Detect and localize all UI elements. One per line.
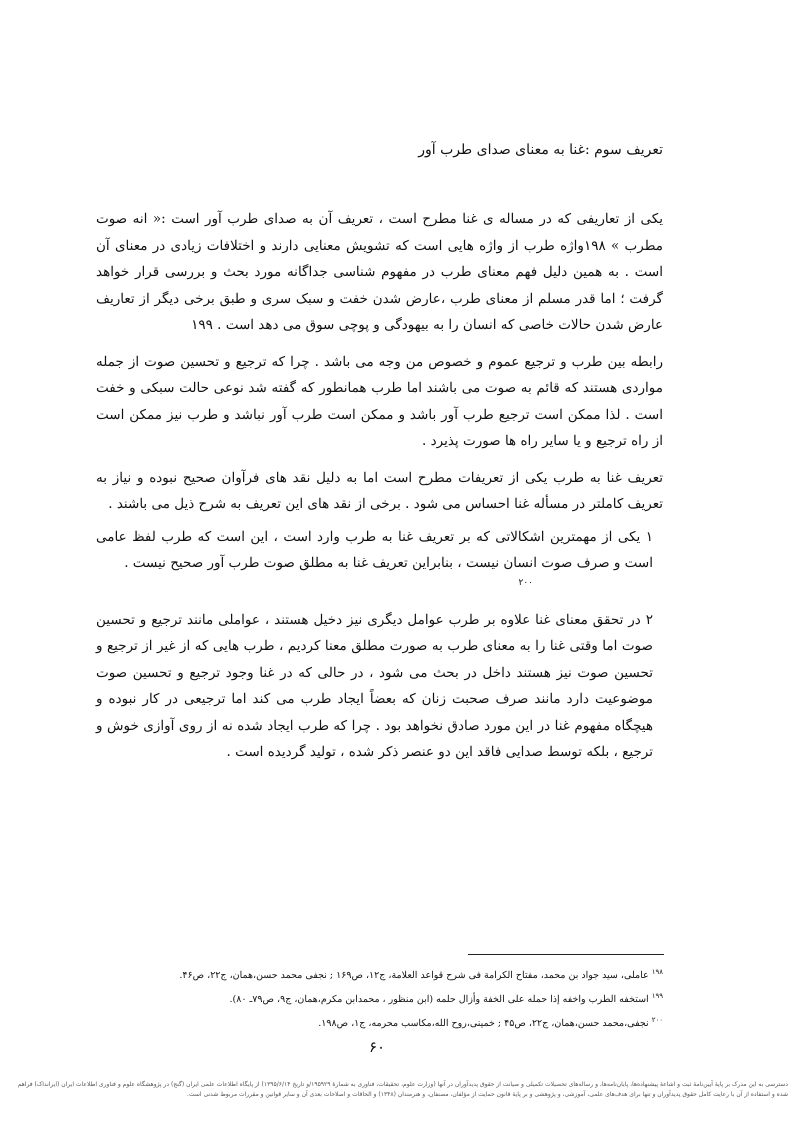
- section-heading: تعریف سوم :غنا به معنای صدای طرب آور: [418, 142, 663, 158]
- legal-notice: دسترسی به این مدرک بر پایهٔ آیین‌نامهٔ ثبت و اشاعهٔ پیشنهاده‌ها، پایان‌نامه‌ها، و رساله‌های تحصیلات تکمیلی و صیانت از حقوق پدیدآوران در آنها (وزارت علوم، تحقیقات، فناوری به شمارهٔ ۱۹۵۹۲۹/و تاریخ ۱۳۹۵/۶/۱۴) از پایگاه اطلاعات علمی ایران (گنج) در پژوهشگاه علوم و فناوری اطلاعات ایران (ایرانداک) فراهم شده و استفاده از آن با رعایت کامل حقوق پدیدآوران و تنها برای هدف‌های علمی، آموزشی، و پژوهشی و بر پایهٔ قانون حمایت از مؤلفان، مصنفان، و هنرمندان (۱۳۴۸) و الحاقات و اصلاحات بعدی آن و سایر قوانین و مقررات مربوط شدنی است.: [17, 1081, 788, 1098]
- footnote-number: ۱۹۸: [651, 968, 663, 976]
- footnote-text: نجفی،محمد حسن،همان، ج۲۲، ص۴۵ ; خمینی،روح الله،مکاسب محرمه، ج۱، ص۱۹۸.: [318, 1018, 649, 1030]
- footnote-number: ۱۹۹: [651, 992, 663, 1001]
- footnote-reference: ۲۰۰: [518, 577, 533, 588]
- footnote: [93, 962, 663, 986]
- numbered-paragraph: ۲ در تحقق معنای غنا علاوه بر طرب عوامل دیگری نیز دخیل هستند ، عواملی مانند ترجیع و تحسین صوت اما وقتی غنا را به معنای طرب به صورت مطلق معنا کردیم ، طرب هایی که از غیر از ترجیع و تحسین صوت نیز هستند داخل در بحث می شود ، در حالی که در غنا وجود ترجیع و تحسین صوت موضوعیت دارد مانند صرف صحبت زنان که بعضاً ایجاد طرب می کند اما ترجیعی در کار نبوده و هیچگاه مفهوم غنا در این مورد صادق نخواهد بود . چرا که طرب ایجاد شده نه از روی آوازی خوش و ترجیع ، بلکه توسط صدایی فاقد این دو عنصر ذکر شده ، تولید گردیده است .: [96, 611, 653, 760]
- footnote-number: ۲۰۰: [651, 1016, 663, 1025]
- footnotes: [93, 962, 663, 1034]
- paragraph: تعریف غنا به طرب یکی از تعریفات مطرح است اما به دلیل نقد های فرآوان صحیح نبوده و نیاز به تعریف کاملتر در مسأله غنا احساس می شود . برخی از نقد های این تعریف به شرح ذیل می باشند .: [96, 469, 663, 512]
- footnote: [93, 986, 663, 1010]
- paragraph: رابطه بین طرب و ترجیع عموم و خصوص من وجه می باشد . چرا که ترجیع و تحسین صوت از جمله مواردی هستند که قائم به صوت می باشند اما طرب همانطور که گفته شد نوعی حالت سبکی و خفت است . لذا ممکن است ترجیع طرب آور باشد و ممکن است طرب آور نباشد و طرب نیز ممکن است از راه ترجیع و یا سایر راه ها صورت پذیرد .: [96, 353, 663, 449]
- footnote-text: استخفه الطرب واخفه إذا حمله علی الخفة وأزال حلمه (ابن منظور ، محمدابن مکرم،همان، ج۹، ص۷۹ـ ۸۰).: [229, 994, 649, 1006]
- footnote: [93, 1010, 663, 1034]
- numbered-paragraph: ۱ یکی از مهمترین اشکالاتی که بر تعریف غنا به طرب وارد است ، این است که طرب لفظ عامی است و صرف صوت انسان نیست ، بنابراین تعریف غنا به مطلق صوت طرب آور صحیح نیست .: [96, 528, 653, 571]
- footnote-divider: [468, 954, 664, 955]
- paragraph: یکی از تعاریفی که در مساله ی غنا مطرح است ، تعریف آن به صدای طرب آور است :« انه صوت مطرب » ۱۹۸واژه طرب از واژه هایی است که تشویش معنایی دارند و اختلافات زیادی در معنای آن است . به همین دلیل فهم معنای طرب در مفهوم شناسی جداگانه مورد بحث و بررسی قرار خواهد گرفت ؛ اما قدر مسلم از معنای طرب ،عارض شدن خفت و سبک سری و طبق برخی دیگر از تعاریف عارض شدن حالات خاصی که انسان را به بیهودگی و پوچی سوق می دهد است . ۱۹۹: [96, 211, 664, 333]
- body-text: [96, 206, 663, 766]
- page-number: ۶۰: [368, 1038, 386, 1056]
- footnote-text: عاملی، سید جواد بن محمد، مفتاح الکرامة فی شرح قواعد العلامة، ج۱۲، ص۱۶۹ ; نجفی محمد حسن،همان، ج۲۲، ص۴۶.: [179, 970, 649, 982]
